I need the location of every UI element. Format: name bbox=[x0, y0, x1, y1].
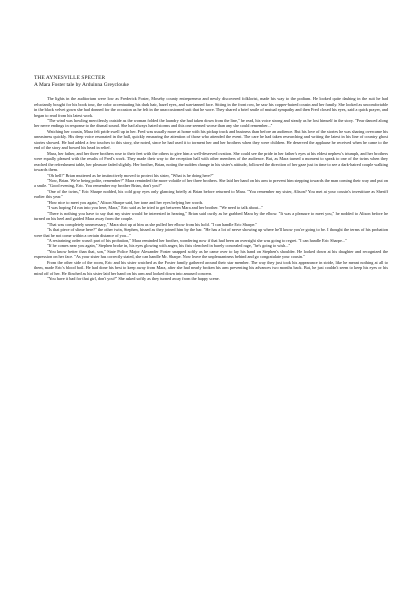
story-paragraph: "How nice to meet you again," Alison Sharpe said, her tone and her eyes belying her words. bbox=[47, 199, 204, 205]
story-byline: A Mara Foster tale by Arduinna Greyclouke bbox=[34, 81, 129, 88]
story-paragraph: From the other side of the room, Eric and his sister watched as the Foster family gathered around their star member. The way they just took his appearance in stride, like he meant nothing at all to them, made Eric's blood boil. He had done his best to keep away from Mara, after she had nearly broken his arm preventing his advances two months back. But, he just couldn't seem to keep his eyes or his mind off of her. He flinched as his sister laid her hand on his arm and looked down into amused concern. bbox=[34, 259, 388, 276]
story-paragraph: "You have it bad for that girl, don't you?" She asked softly as they turned away from the happy scene. bbox=[47, 276, 220, 282]
story-paragraph: "That was completely unnecessary," Mara shot up at him as she pulled her elbow from his hold. "I can handle Eric Sharpe." bbox=[47, 221, 258, 227]
story-paragraph: "One of the twins," Eric Sharpe nodded, his cold gray eyes only glancing briefly at Brian before returned to Mara. "You remember my sister, Alison? You met at your cousin's investiture as Sheriff earlier this year." bbox=[34, 188, 388, 200]
story-paragraph: "Is that piece of slime here?" the other twin, Stephen, hissed as they joined him by the bar. "He has a lot of nerve showing up where he'll know you're going to be. I thought the terms of his probation were that he not come within a certain distance of you..." bbox=[34, 227, 388, 238]
story-paragraph: "Now, Brian. We're being polite, remember?" Mara reminded the more volatile of her three brothers. She laid her hand on his arm to prevent him stepping towards the man coming their way and put on a smile. "Good evening, Eric. You remember my brother Brian, don't you?" bbox=[34, 177, 388, 189]
story-title: THE AYNESVILLE SPECTER bbox=[34, 75, 106, 81]
story-paragraph: "I was hoping I'd run into you here, Mara," Eric said as he tried to get between Mara and her brother. "We need to talk about..." bbox=[47, 205, 264, 211]
story-paragraph: "If he comes near you again," Stephen broke in, his eyes glowing with anger, his fists clenched in barely concealed rage, "he's going to wish..." bbox=[47, 243, 291, 249]
story-paragraph: The lights in the auditorium were low as Frederick Foster, Moseby county entrepreneur and newly discovered folklorist, made his way to the podium. He looked quite dashing in the suit he had reluctantly bought for his book tour, the color accentuating his dark hair, hazel eyes, and sun-tanned face. Sitting in the front row, he saw his copper-haired cousin and her family. She looked as uncomfortable in the black velvet gown she had donned for the occasion as he felt in the unaccustomed suit that he wore. They shared a brief smile of mutual sympathy and then Fred closed his eyes, said a quick prayer, and began to read from his latest work. bbox=[34, 96, 388, 118]
story-paragraph: "Oh hell!" Brian muttered as he instinctively moved to protect his sister, "What is he doing here?" bbox=[47, 172, 214, 178]
story-paragraph: Watching her cousin, Mara felt pride swell up in her. Fred was usually more at home with his pickup truck and business than before an audience. But his love of the stories he was sharing overcame his uneasiness quickly. His deep voice resonated in the hall, quickly ensnaring the attention of those who attended the event. The care he had taken researching and writing the latest in his line of country ghost stories showed. He had added a few touches to this story, she noted, since he had used it to torment her and her brothers when they were children. He deserved the applause he received when he came to the end of the story and bowed his head in relief. bbox=[34, 128, 388, 151]
story-paragraph: "You know better than that, son," State Police Major Alexander Foster snapped softly as he came over to lay his hand on Stephen's shoulder. He looked down at his daughter and recognized the expression on her face. "As your sister has correctly stated, she can handle Mr. Sharpe. Now leave the unpleasantness behind and go congratulate your cousin." bbox=[34, 248, 388, 260]
story-body bbox=[34, 75, 388, 282]
story-paragraph: "There is nothing you have to say that my sister would be interested in hearing," Brian said curtly as he grabbed Mara by the elbow. "It was a pleasure to meet you," he nodded to Alison before he turned on his heel and guided Mara away from the couple. bbox=[34, 210, 388, 222]
story-paragraph: Mara, her father, and her three brothers rose to their feet with the others to give him a well-deserved ovation. She could see the pride in her father's eyes at his eldest nephew's triumph, and her brothers were equally pleased with the results of Fred's work. They made their way to the reception hall with other members of the audience. But, as Mara turned a moment to speak to one of the twins when they reached the refreshment table, her pleasure faded slightly. Her brother, Brian, noting the sudden change in his sister's attitude, followed the direction of her gaze just in time to see a dark-haired couple walking towards them. bbox=[34, 150, 388, 173]
story-paragraph: "The wind was howling mercilessly outside as the woman folded the laundry she had taken down from the line," he read, his voice strong and steady as he lost himself in the story. "Fear danced along her nerve endings in response to the dismal sound. She had always hated storms and this one seemed worse than any she could remember..." bbox=[34, 118, 388, 129]
story-paragraph: "A restraining order wasn't part of his probation," Mara reminded her brother, wondering now if that had been an oversight she was going to regret. "I can handle Eric Sharpe..." bbox=[47, 237, 347, 243]
